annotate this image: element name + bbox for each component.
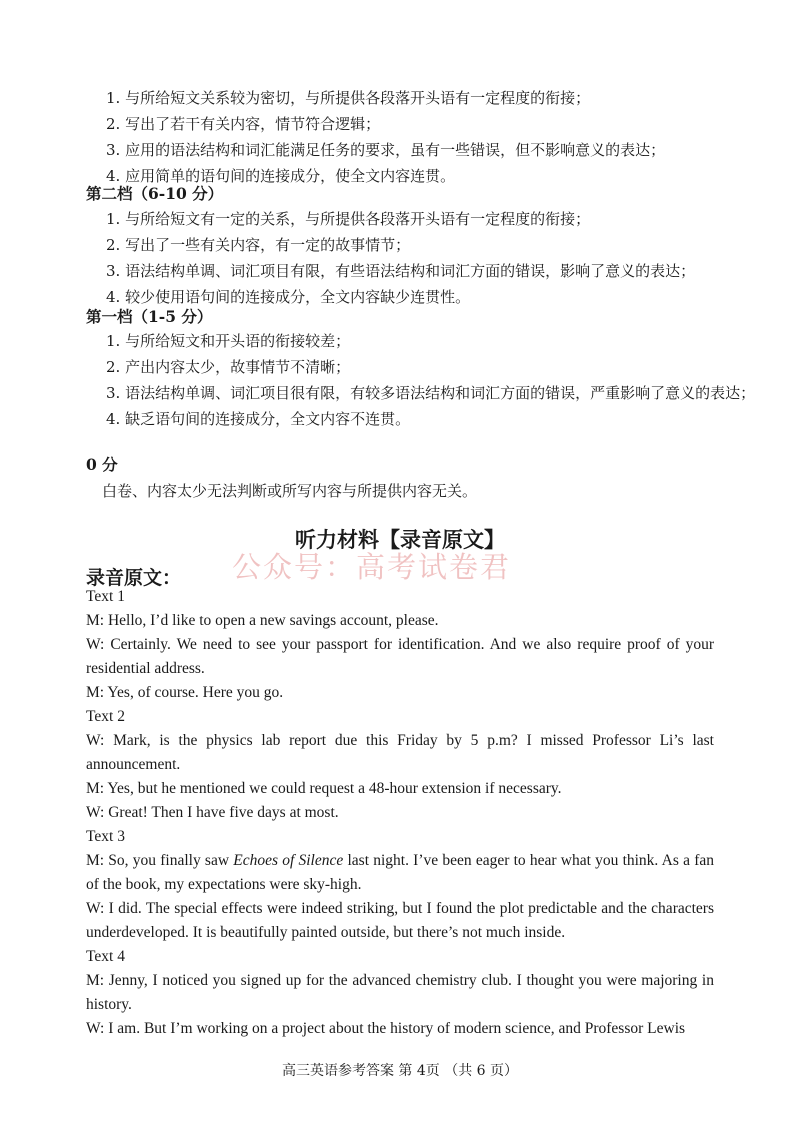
list-item: 4. 较少使用语句间的连接成分，全文内容缺少连贯性。 (106, 288, 471, 306)
transcript-line: W: I did. The special effects were indeed striking, but I found the plot predictable and the characters underdeveloped. It is beautifully painted outside, but there’s not much inside. (86, 900, 714, 941)
transcript-line: M: So, you finally saw Echoes of Silence last night. I’ve been eager to hear what you think. As a fan of the book, my expectations were sky-high. (86, 852, 714, 893)
transcript-label: 录音原文： (86, 567, 182, 589)
list-item: 2. 产出内容太少，故事情节不清晰； (106, 358, 351, 376)
tier0-description: 白卷、内容太少无法判断或所写内容与所提供内容无关。 (102, 482, 478, 500)
list-item: 4. 应用简单的语句间的连接成分，使全文内容连贯。 (106, 167, 456, 185)
transcript-line: M: Yes, of course. Here you go. (86, 684, 284, 701)
transcript-line: M: Hello, I’d like to open a new savings account, please. (86, 612, 439, 629)
list-item: 3. 应用的语法结构和词汇能满足任务的要求，虽有一些错误，但不影响意义的表达； (106, 141, 666, 159)
transcript-line: Text 1 (86, 588, 125, 605)
watermark: 公众号：高考试卷君 (232, 550, 512, 584)
list-item: 3. 语法结构单调、词汇项目有限，有些语法结构和词汇方面的错误，影响了意义的表达； (106, 262, 696, 280)
transcript-line: W: Certainly. We need to see your passport for identification. And we also require proof of your residential address. (86, 636, 714, 677)
transcript-line: Text 4 (86, 948, 125, 965)
transcript-line: Text 2 (86, 708, 125, 725)
tier0-heading: 0 分 (86, 455, 118, 474)
transcript-line: M: Jenny, I noticed you signed up for the advanced chemistry club. I thought you were majoring in history. (86, 972, 714, 1013)
tier1-heading: 第一档（1-5 分） (86, 307, 213, 326)
list-item: 1. 与所给短文关系较为密切，与所提供各段落开头语有一定程度的衔接； (106, 89, 591, 107)
list-item: 2. 写出了一些有关内容，有一定的故事情节； (106, 236, 411, 254)
film-title: Echoes of Silence (233, 852, 344, 869)
tier3-criteria-list (106, 85, 766, 189)
list-item: 4. 缺乏语句间的连接成分，全文内容不连贯。 (106, 410, 411, 428)
tier2-heading: 第二档（6-10 分） (86, 184, 224, 203)
transcript-line: Text 3 (86, 828, 125, 845)
tier1-criteria-list (106, 328, 766, 432)
transcript (86, 585, 714, 1041)
list-item: 1. 与所给短文和开头语的衔接较差； (106, 332, 351, 350)
page-footer: 高三英语参考答案 第 4页 （共 6 页） (281, 1063, 519, 1079)
transcript-line: W: Great! Then I have five days at most. (86, 804, 339, 821)
list-item: 2. 写出了若干有关内容，情节符合逻辑； (106, 115, 381, 133)
list-item: 1. 与所给短文有一定的关系，与所提供各段落开头语有一定程度的衔接； (106, 210, 591, 228)
transcript-line: M: Yes, but he mentioned we could request a 48-hour extension if necessary. (86, 780, 562, 797)
transcript-line: W: Mark, is the physics lab report due this Friday by 5 p.m? I missed Professor Li’s last announcement. (86, 732, 714, 773)
section-title: 听力材料【录音原文】 (295, 528, 505, 552)
transcript-line: W: I am. But I’m working on a project about the history of modern science, and Professor Lewis (86, 1020, 686, 1037)
list-item: 3. 语法结构单调、词汇项目很有限，有较多语法结构和词汇方面的错误，严重影响了意义的表达； (106, 384, 756, 402)
tier2-criteria-list (106, 206, 766, 310)
